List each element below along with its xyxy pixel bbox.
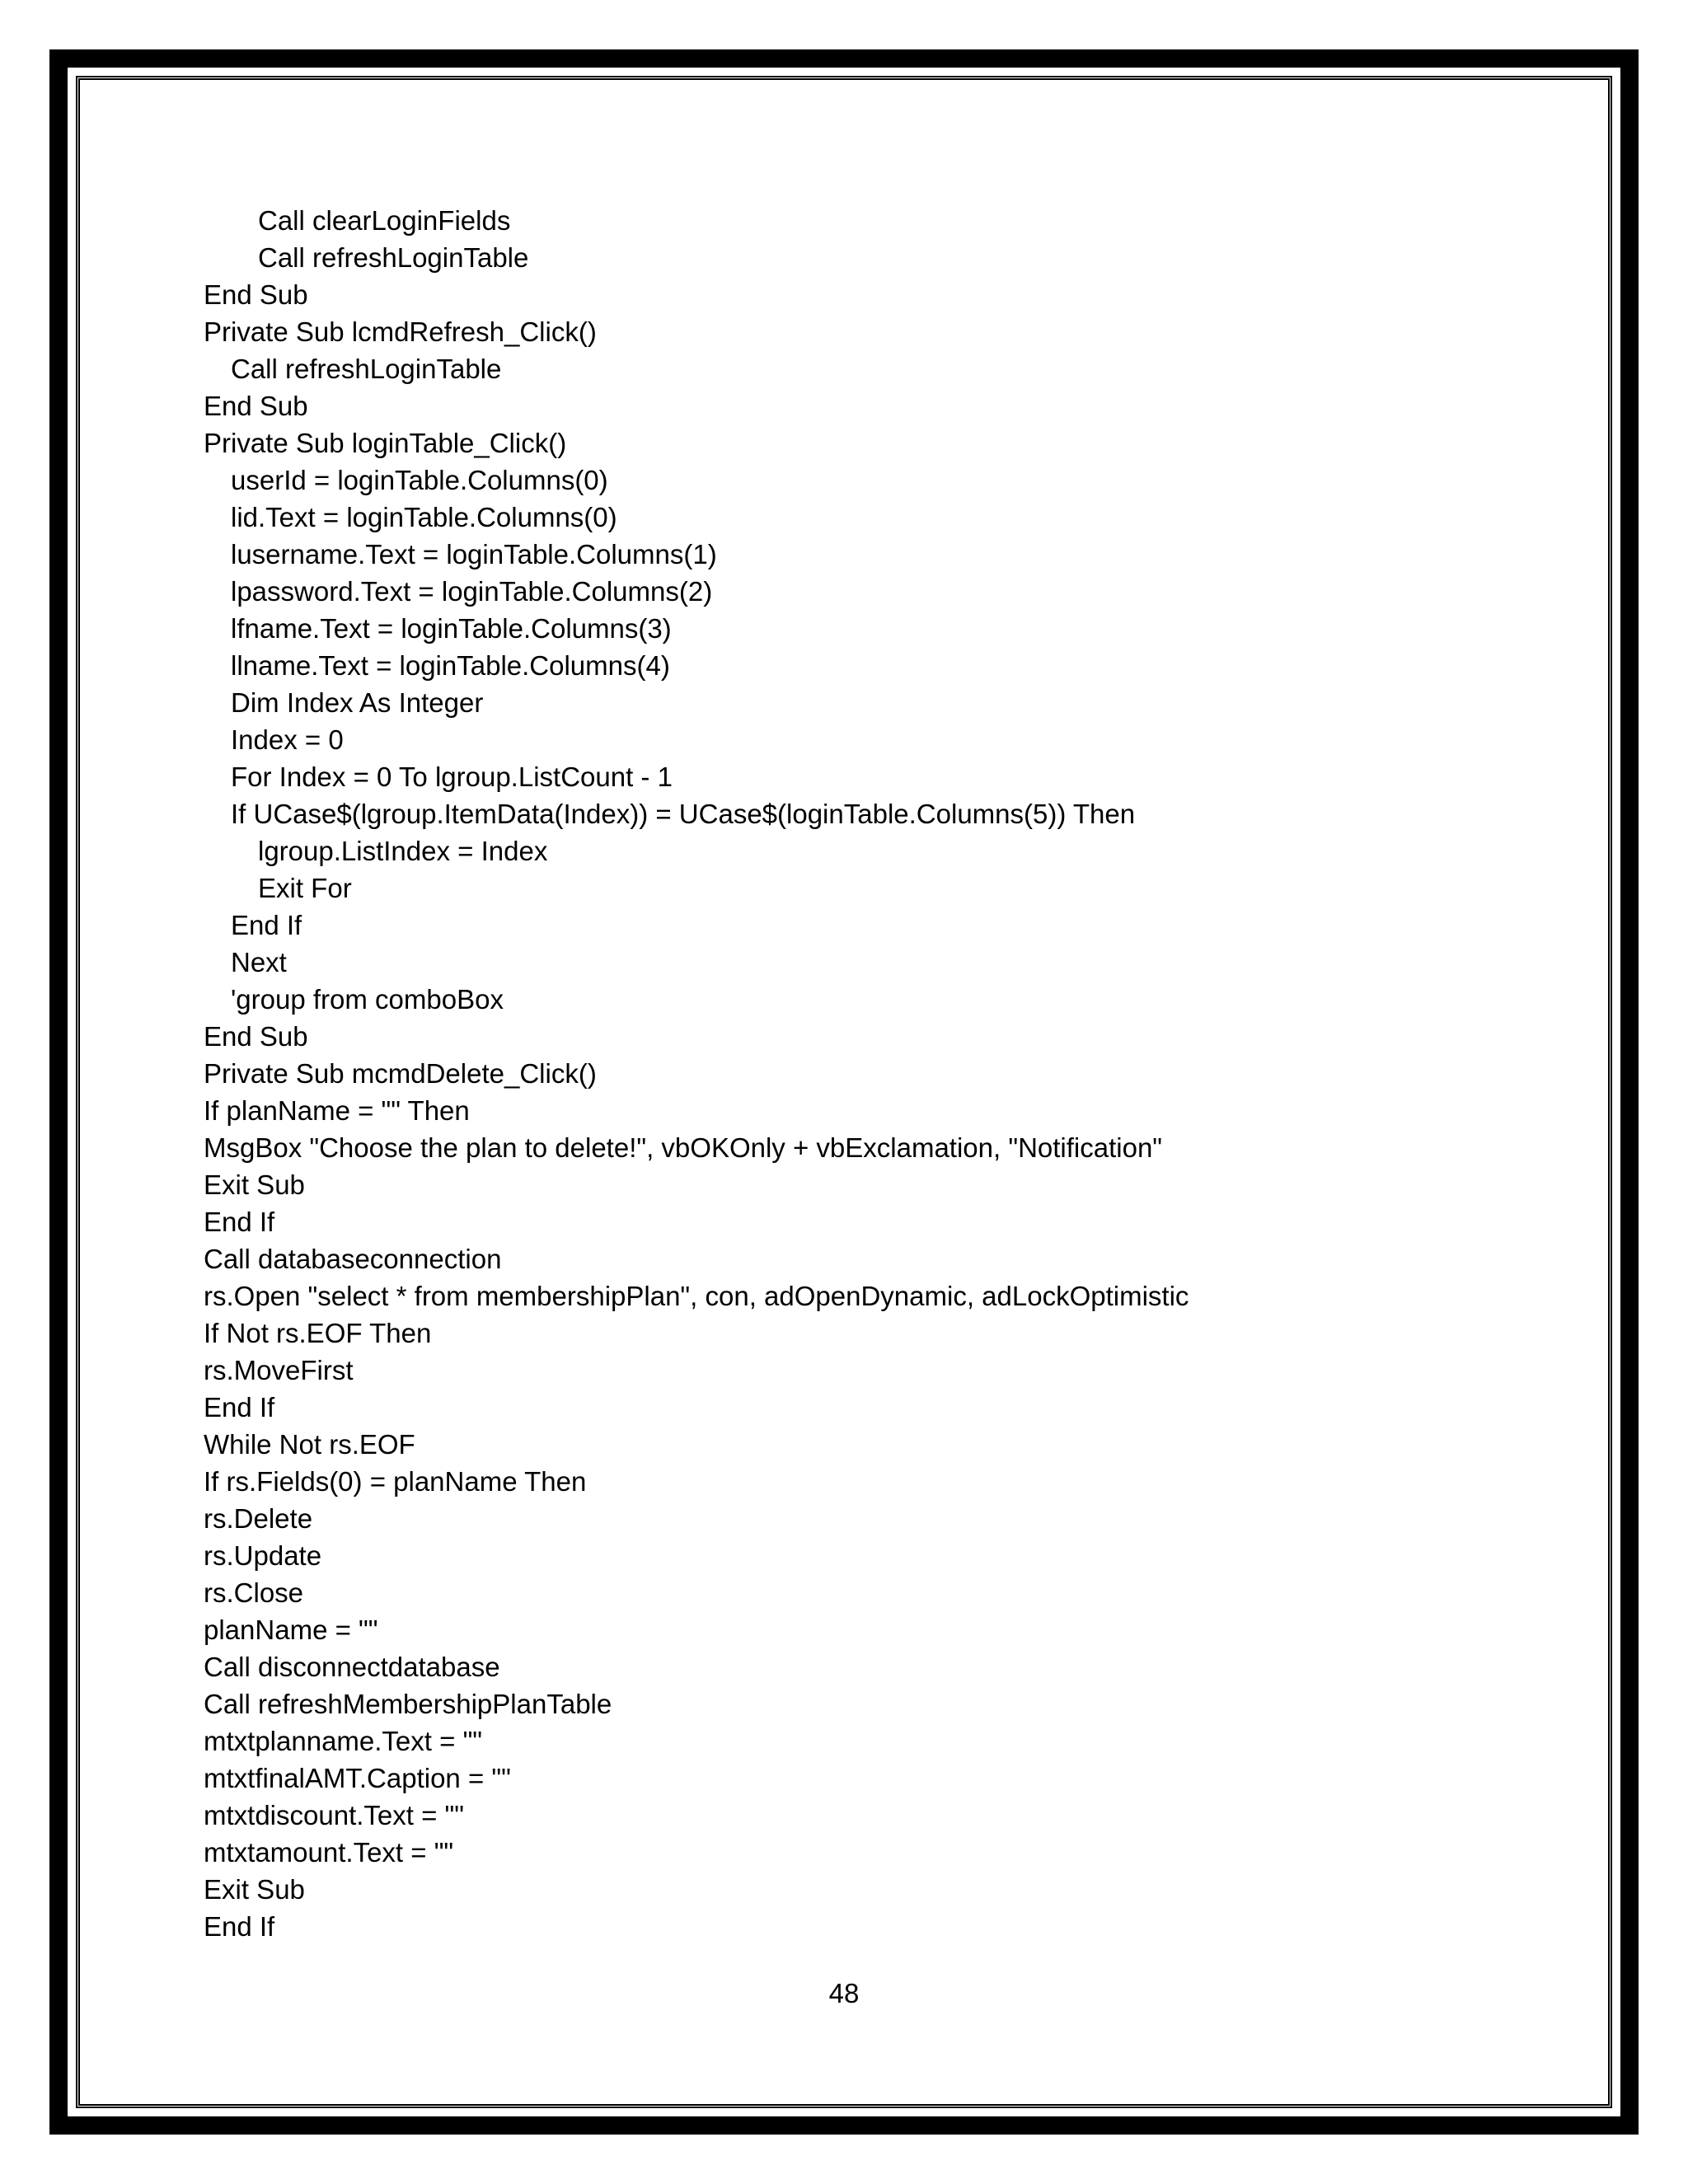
code-line: mtxtfinalAMT.Caption = "": [204, 1763, 511, 1793]
code-line: llname.Text = loginTable.Columns(4): [231, 650, 670, 681]
code-line: Call refreshLoginTable: [231, 354, 502, 384]
code-line: Exit For: [258, 873, 352, 903]
code-line: Call clearLoginFields: [258, 205, 511, 236]
code-line: Call databaseconnection: [204, 1244, 502, 1274]
code-line: rs.Update: [204, 1540, 322, 1571]
code-line: End Sub: [204, 279, 308, 310]
code-line: Call refreshLoginTable: [258, 242, 529, 273]
code-line: Private Sub loginTable_Click(): [204, 428, 567, 458]
code-line: lgroup.ListIndex = Index: [258, 836, 548, 866]
code-line: rs.Close: [204, 1577, 304, 1608]
code-line: Private Sub lcmdRefresh_Click(): [204, 316, 597, 347]
code-line: End Sub: [204, 391, 308, 421]
code-line: lusername.Text = loginTable.Columns(1): [231, 539, 717, 569]
code-line: End If: [204, 1911, 275, 1942]
code-line: For Index = 0 To lgroup.ListCount - 1: [231, 762, 673, 792]
code-line: 'group from comboBox: [231, 984, 504, 1015]
code-line: Call disconnectdatabase: [204, 1652, 500, 1682]
code-line: Exit Sub: [204, 1169, 305, 1200]
code-line: End If: [231, 910, 302, 940]
code-listing: [204, 202, 1605, 1945]
code-line: While Not rs.EOF: [204, 1429, 415, 1460]
code-line: rs.Open "select * from membershipPlan", con, adOpenDynamic, adLockOptimistic: [204, 1281, 1189, 1311]
code-line: End Sub: [204, 1021, 308, 1052]
code-line: lpassword.Text = loginTable.Columns(2): [231, 576, 713, 607]
code-line: Exit Sub: [204, 1874, 305, 1905]
code-line: userId = loginTable.Columns(0): [231, 465, 608, 495]
code-line: mtxtdiscount.Text = "": [204, 1800, 464, 1830]
code-line: mtxtplanname.Text = "": [204, 1726, 482, 1756]
code-line: If rs.Fields(0) = planName Then: [204, 1466, 587, 1497]
code-line: If Not rs.EOF Then: [204, 1318, 432, 1348]
code-line: End If: [204, 1207, 275, 1237]
code-line: lid.Text = loginTable.Columns(0): [231, 502, 617, 532]
code-line: Next: [231, 947, 287, 977]
code-line: lfname.Text = loginTable.Columns(3): [231, 613, 672, 644]
code-line: mtxtamount.Text = "": [204, 1837, 454, 1868]
code-line: Call refreshMembershipPlanTable: [204, 1689, 612, 1719]
code-line: Dim Index As Integer: [231, 687, 484, 718]
code-line: rs.MoveFirst: [204, 1355, 354, 1385]
code-line: planName = "": [204, 1615, 378, 1645]
code-line: If planName = "" Then: [204, 1095, 470, 1126]
code-line: End If: [204, 1392, 275, 1422]
code-line: rs.Delete: [204, 1503, 313, 1534]
code-line: MsgBox "Choose the plan to delete!", vbOKOnly + vbExclamation, "Notification": [204, 1132, 1163, 1163]
code-line: Index = 0: [231, 724, 344, 755]
code-line: If UCase$(lgroup.ItemData(Index)) = UCase$(loginTable.Columns(5)) Then: [231, 799, 1136, 829]
page-number: 48: [828, 1978, 860, 2008]
code-line: Private Sub mcmdDelete_Click(): [204, 1058, 597, 1089]
